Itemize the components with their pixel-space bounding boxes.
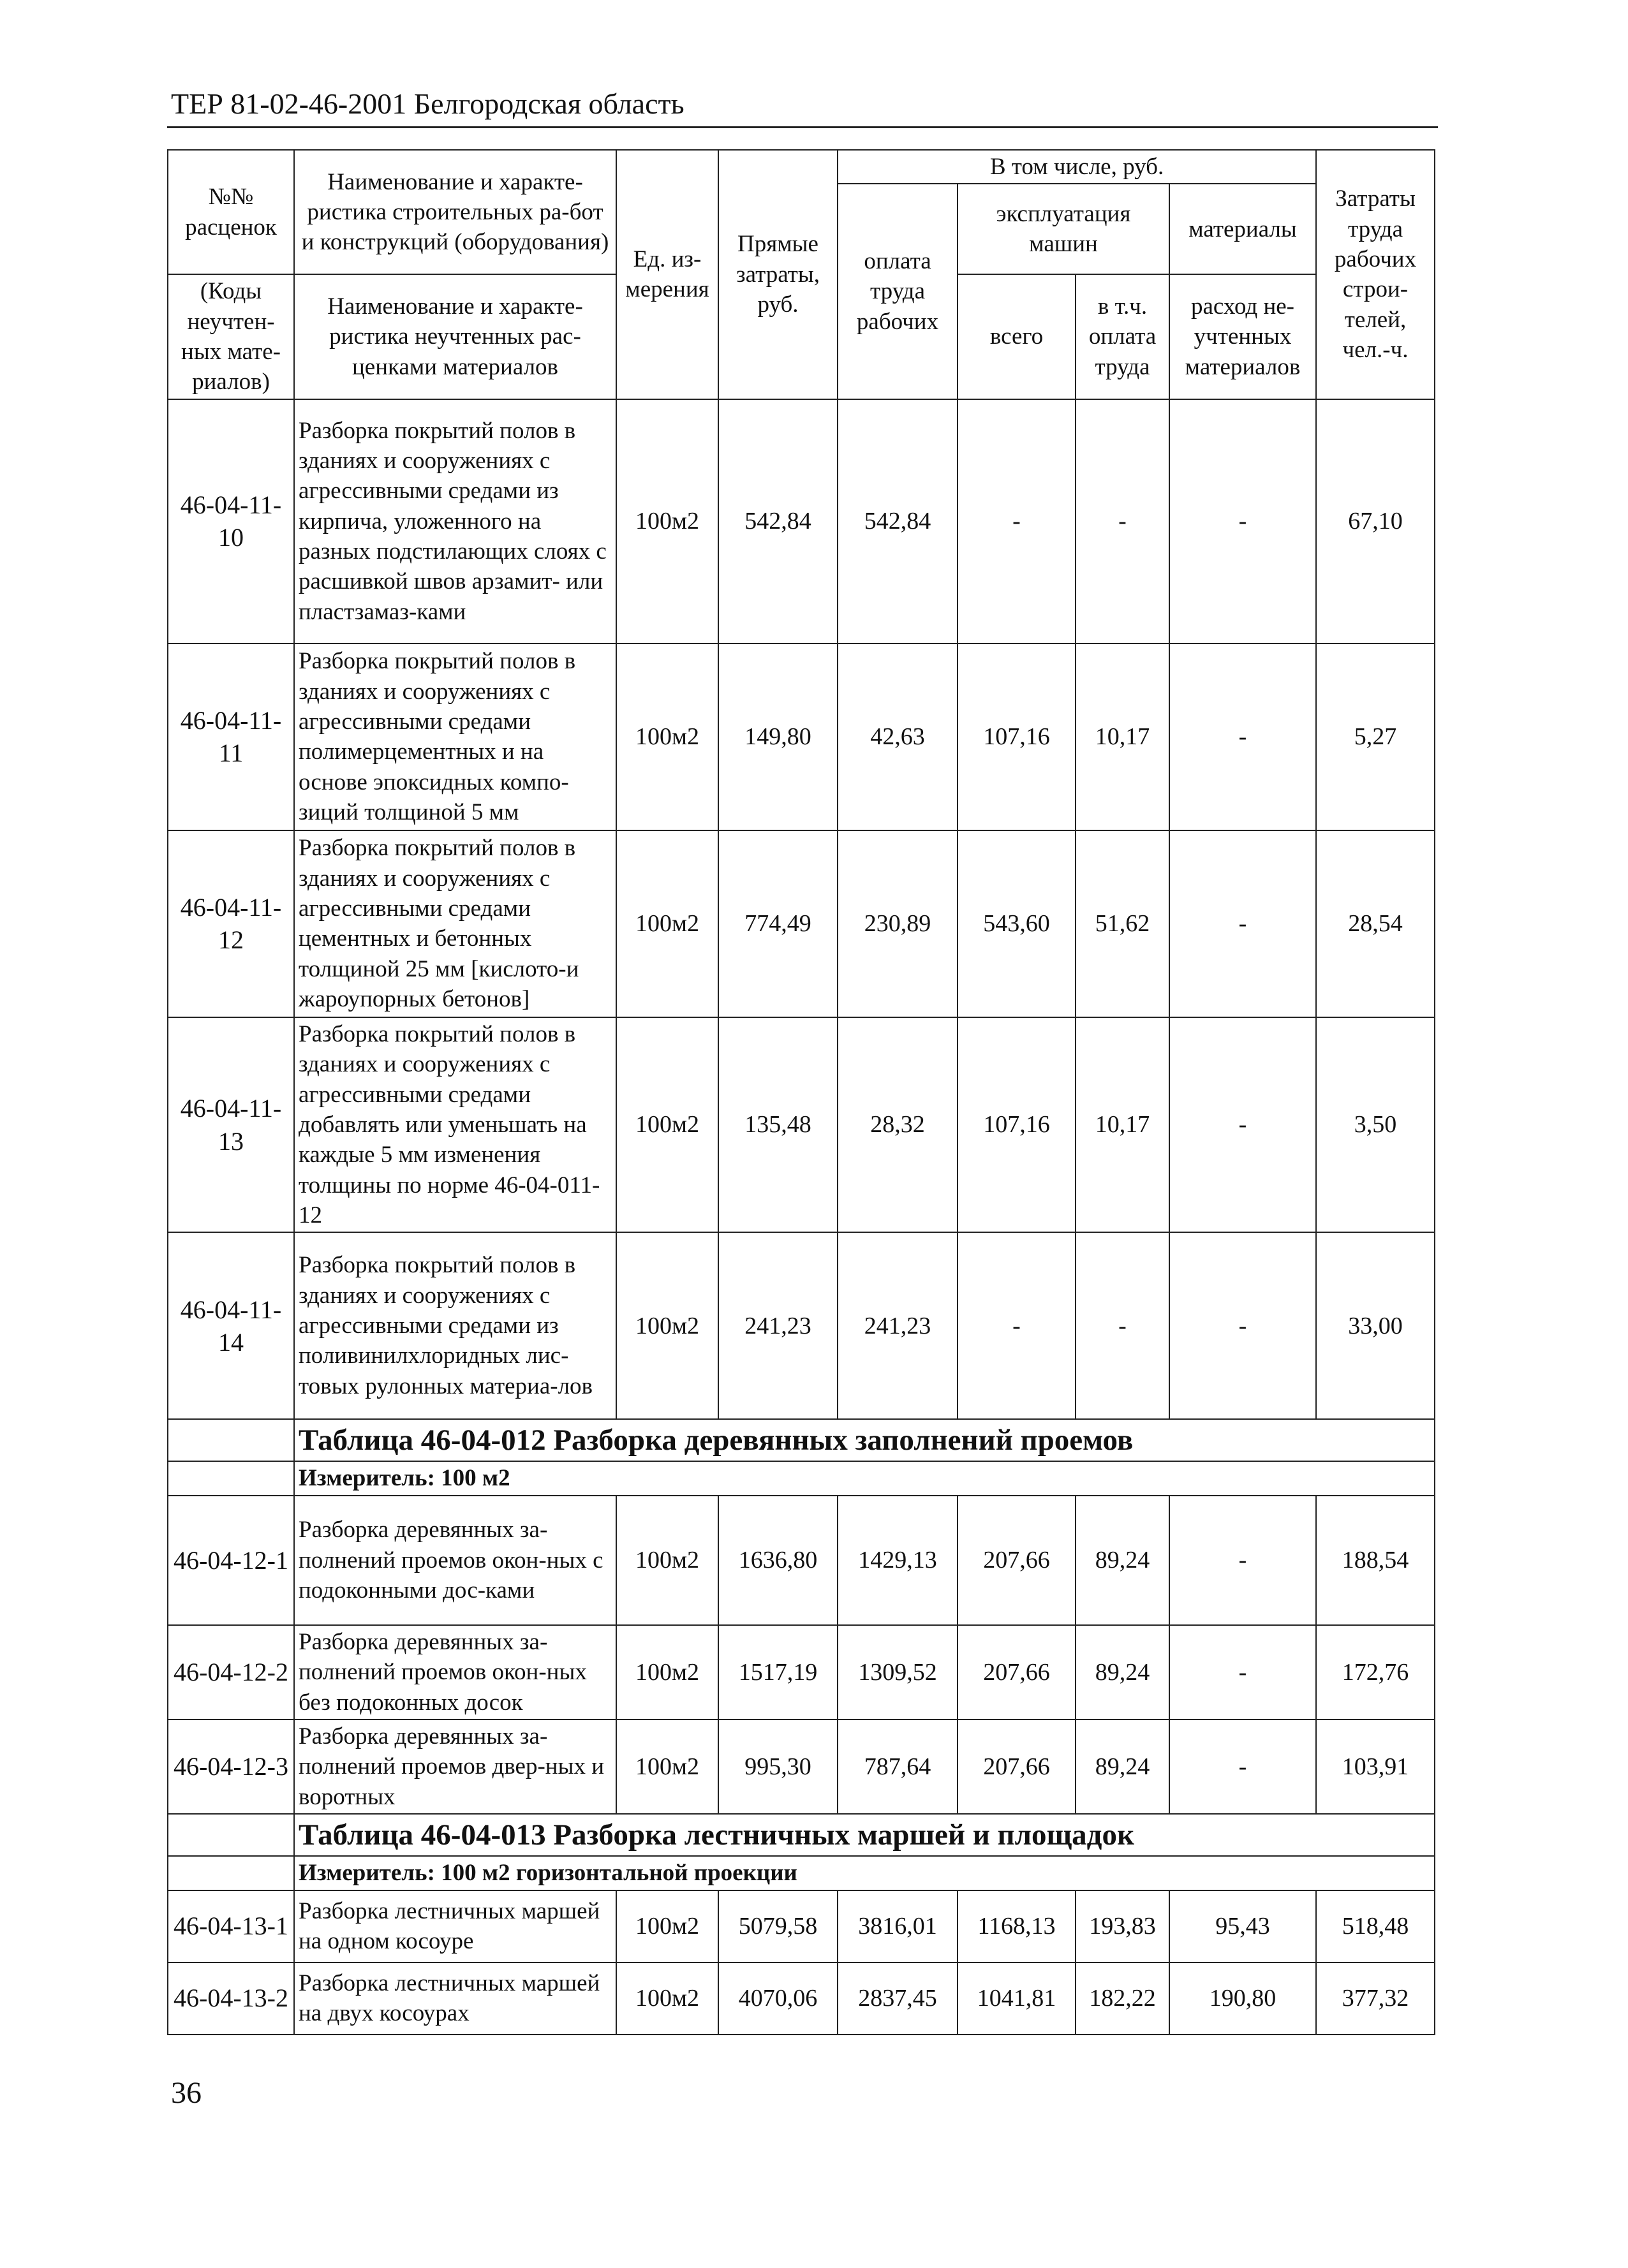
rate-code: 46-04-12-1 [168,1496,294,1625]
wages-cost: 230,89 [838,830,958,1017]
materials-cost: - [1169,830,1316,1017]
table-row [168,1496,1435,1625]
header-machines-wages: в т.ч. оплата труда [1076,274,1169,399]
measure-row [168,1856,1435,1890]
wages-cost: 787,64 [838,1719,958,1814]
rate-code: 46-04-13-2 [168,1962,294,2035]
header-uncounted-codes: (Коды неучтен-ных мате-риалов) [168,274,294,399]
materials-cost: 95,43 [1169,1890,1316,1962]
rate-name: Разборка покрытий полов в зданиях и сооружениях с агрессивными средами из кирпича, уложенного на разных подстилающих слоях с расшивкой швов арзамит- или пластзамаз-ками [294,399,616,644]
wages-cost: 542,84 [838,399,958,644]
direct-cost: 5079,58 [718,1890,838,1962]
section-title: Таблица 46-04-013 Разборка лестничных маршей и площадок [294,1814,1435,1856]
rate-name: Разборка лестничных маршей на двух косоурах [294,1962,616,2035]
header-machines: эксплуатация машин [958,184,1169,274]
machines-wages: 89,24 [1076,1625,1169,1719]
labor-cost: 518,48 [1316,1890,1435,1962]
measure-unit: Измеритель: 100 м2 [294,1461,1435,1495]
section-spacer [168,1814,294,1856]
machines-wages: 193,83 [1076,1890,1169,1962]
rate-name: Разборка покрытий полов в зданиях и сооружениях с агрессивными средами из поливинилхлоридных лис-товых рулонных материа-лов [294,1232,616,1419]
rate-code: 46-04-11-11 [168,644,294,830]
rate-name: Разборка покрытий полов в зданиях и сооружениях с агрессивными средами полимерцементных и на основе эпоксидных компо-зиций толщиной 5 мм [294,644,616,830]
header-code: №№ расценок [168,150,294,274]
header-rule [167,126,1438,128]
machines-total: 543,60 [958,830,1076,1017]
header-material-consumption: расход не-учтенных материалов [1169,274,1316,399]
rate-code: 46-04-11-13 [168,1017,294,1233]
wages-cost: 1429,13 [838,1496,958,1625]
rate-code: 46-04-11-10 [168,399,294,644]
rate-name: Разборка лестничных маршей на одном косоуре [294,1890,616,1962]
table-row [168,644,1435,830]
unit-cell: 100м2 [616,399,718,644]
machines-wages: - [1076,1232,1169,1419]
unit-cell: 100м2 [616,1719,718,1814]
materials-cost: - [1169,399,1316,644]
page-header: ТЕР 81-02-46-2001 Белгородская область [171,87,685,120]
materials-cost: - [1169,1496,1316,1625]
machines-total: 107,16 [958,1017,1076,1233]
materials-cost: - [1169,644,1316,830]
unit-cell: 100м2 [616,1625,718,1719]
header-uncounted-materials: Наименование и характе-ристика неучтенных рас-ценками материалов [294,274,616,399]
materials-cost: - [1169,1232,1316,1419]
machines-total: - [958,1232,1076,1419]
machines-wages: 182,22 [1076,1962,1169,2035]
page-number: 36 [171,2076,202,2110]
rate-code: 46-04-13-1 [168,1890,294,1962]
wages-cost: 42,63 [838,644,958,830]
header-unit: Ед. из-мерения [616,150,718,399]
labor-cost: 172,76 [1316,1625,1435,1719]
measure-spacer [168,1856,294,1890]
machines-wages: 10,17 [1076,1017,1169,1233]
header-materials: материалы [1169,184,1316,274]
header-wages: оплата труда рабочих [838,184,958,399]
header-labor-costs: Затраты труда рабочих строи-телей, чел.-ч. [1316,150,1435,399]
header-machines-total: всего [958,274,1076,399]
table-row [168,1017,1435,1233]
direct-cost: 1636,80 [718,1496,838,1625]
rate-name: Разборка покрытий полов в зданиях и сооружениях с агрессивными средами добавлять или уменьшать на каждые 5 мм изменения толщины по норме 46-04-011-12 [294,1017,616,1233]
wages-cost: 1309,52 [838,1625,958,1719]
machines-total: 207,66 [958,1496,1076,1625]
measure-unit: Измеритель: 100 м2 горизонтальной проекции [294,1856,1435,1890]
machines-wages: 89,24 [1076,1719,1169,1814]
measure-row [168,1461,1435,1495]
machines-total: 1041,81 [958,1962,1076,2035]
labor-cost: 188,54 [1316,1496,1435,1625]
unit-cell: 100м2 [616,1890,718,1962]
header-name: Наименование и характе-ристика строительных ра-бот и конструкций (оборудования) [294,150,616,274]
rate-code: 46-04-11-14 [168,1232,294,1419]
section-spacer [168,1419,294,1461]
measure-spacer [168,1461,294,1495]
rate-code: 46-04-11-12 [168,830,294,1017]
machines-total: - [958,399,1076,644]
unit-cell: 100м2 [616,1962,718,2035]
labor-cost: 377,32 [1316,1962,1435,2035]
rate-code: 46-04-12-3 [168,1719,294,1814]
table-row [168,1625,1435,1719]
wages-cost: 241,23 [838,1232,958,1419]
table-row [168,1719,1435,1814]
section-row [168,1814,1435,1856]
machines-total: 107,16 [958,644,1076,830]
header-direct-costs: Прямые затраты, руб. [718,150,838,399]
unit-cell: 100м2 [616,644,718,830]
labor-cost: 3,50 [1316,1017,1435,1233]
materials-cost: - [1169,1017,1316,1233]
rates-table [167,149,1435,2035]
unit-cell: 100м2 [616,1232,718,1419]
labor-cost: 67,10 [1316,399,1435,644]
direct-cost: 774,49 [718,830,838,1017]
direct-cost: 149,80 [718,644,838,830]
machines-total: 1168,13 [958,1890,1076,1962]
table-row [168,1890,1435,1962]
unit-cell: 100м2 [616,1496,718,1625]
labor-cost: 28,54 [1316,830,1435,1017]
section-row [168,1419,1435,1461]
rate-name: Разборка деревянных за-полнений проемов окон-ных с подоконными дос-ками [294,1496,616,1625]
machines-wages: 89,24 [1076,1496,1169,1625]
table-row [168,1232,1435,1419]
direct-cost: 4070,06 [718,1962,838,2035]
machines-wages: 10,17 [1076,644,1169,830]
unit-cell: 100м2 [616,1017,718,1233]
direct-cost: 135,48 [718,1017,838,1233]
machines-total: 207,66 [958,1719,1076,1814]
machines-wages: - [1076,399,1169,644]
table-row [168,830,1435,1017]
machines-total: 207,66 [958,1625,1076,1719]
materials-cost: - [1169,1625,1316,1719]
unit-cell: 100м2 [616,830,718,1017]
rate-name: Разборка деревянных за-полнений проемов двер-ных и воротных [294,1719,616,1814]
labor-cost: 5,27 [1316,644,1435,830]
wages-cost: 28,32 [838,1017,958,1233]
header-including: В том числе, руб. [838,150,1316,184]
materials-cost: - [1169,1719,1316,1814]
section-title: Таблица 46-04-012 Разборка деревянных заполнений проемов [294,1419,1435,1461]
machines-wages: 51,62 [1076,830,1169,1017]
wages-cost: 2837,45 [838,1962,958,2035]
direct-cost: 995,30 [718,1719,838,1814]
direct-cost: 241,23 [718,1232,838,1419]
rate-name: Разборка деревянных за-полнений проемов окон-ных без подоконных досок [294,1625,616,1719]
rate-code: 46-04-12-2 [168,1625,294,1719]
wages-cost: 3816,01 [838,1890,958,1962]
direct-cost: 1517,19 [718,1625,838,1719]
rate-name: Разборка покрытий полов в зданиях и сооружениях с агрессивными средами цементных и бетонных толщиной 25 мм [кислото-и жароупорных бетонов] [294,830,616,1017]
table-row [168,399,1435,644]
labor-cost: 33,00 [1316,1232,1435,1419]
direct-cost: 542,84 [718,399,838,644]
table-row [168,1962,1435,2035]
labor-cost: 103,91 [1316,1719,1435,1814]
materials-cost: 190,80 [1169,1962,1316,2035]
